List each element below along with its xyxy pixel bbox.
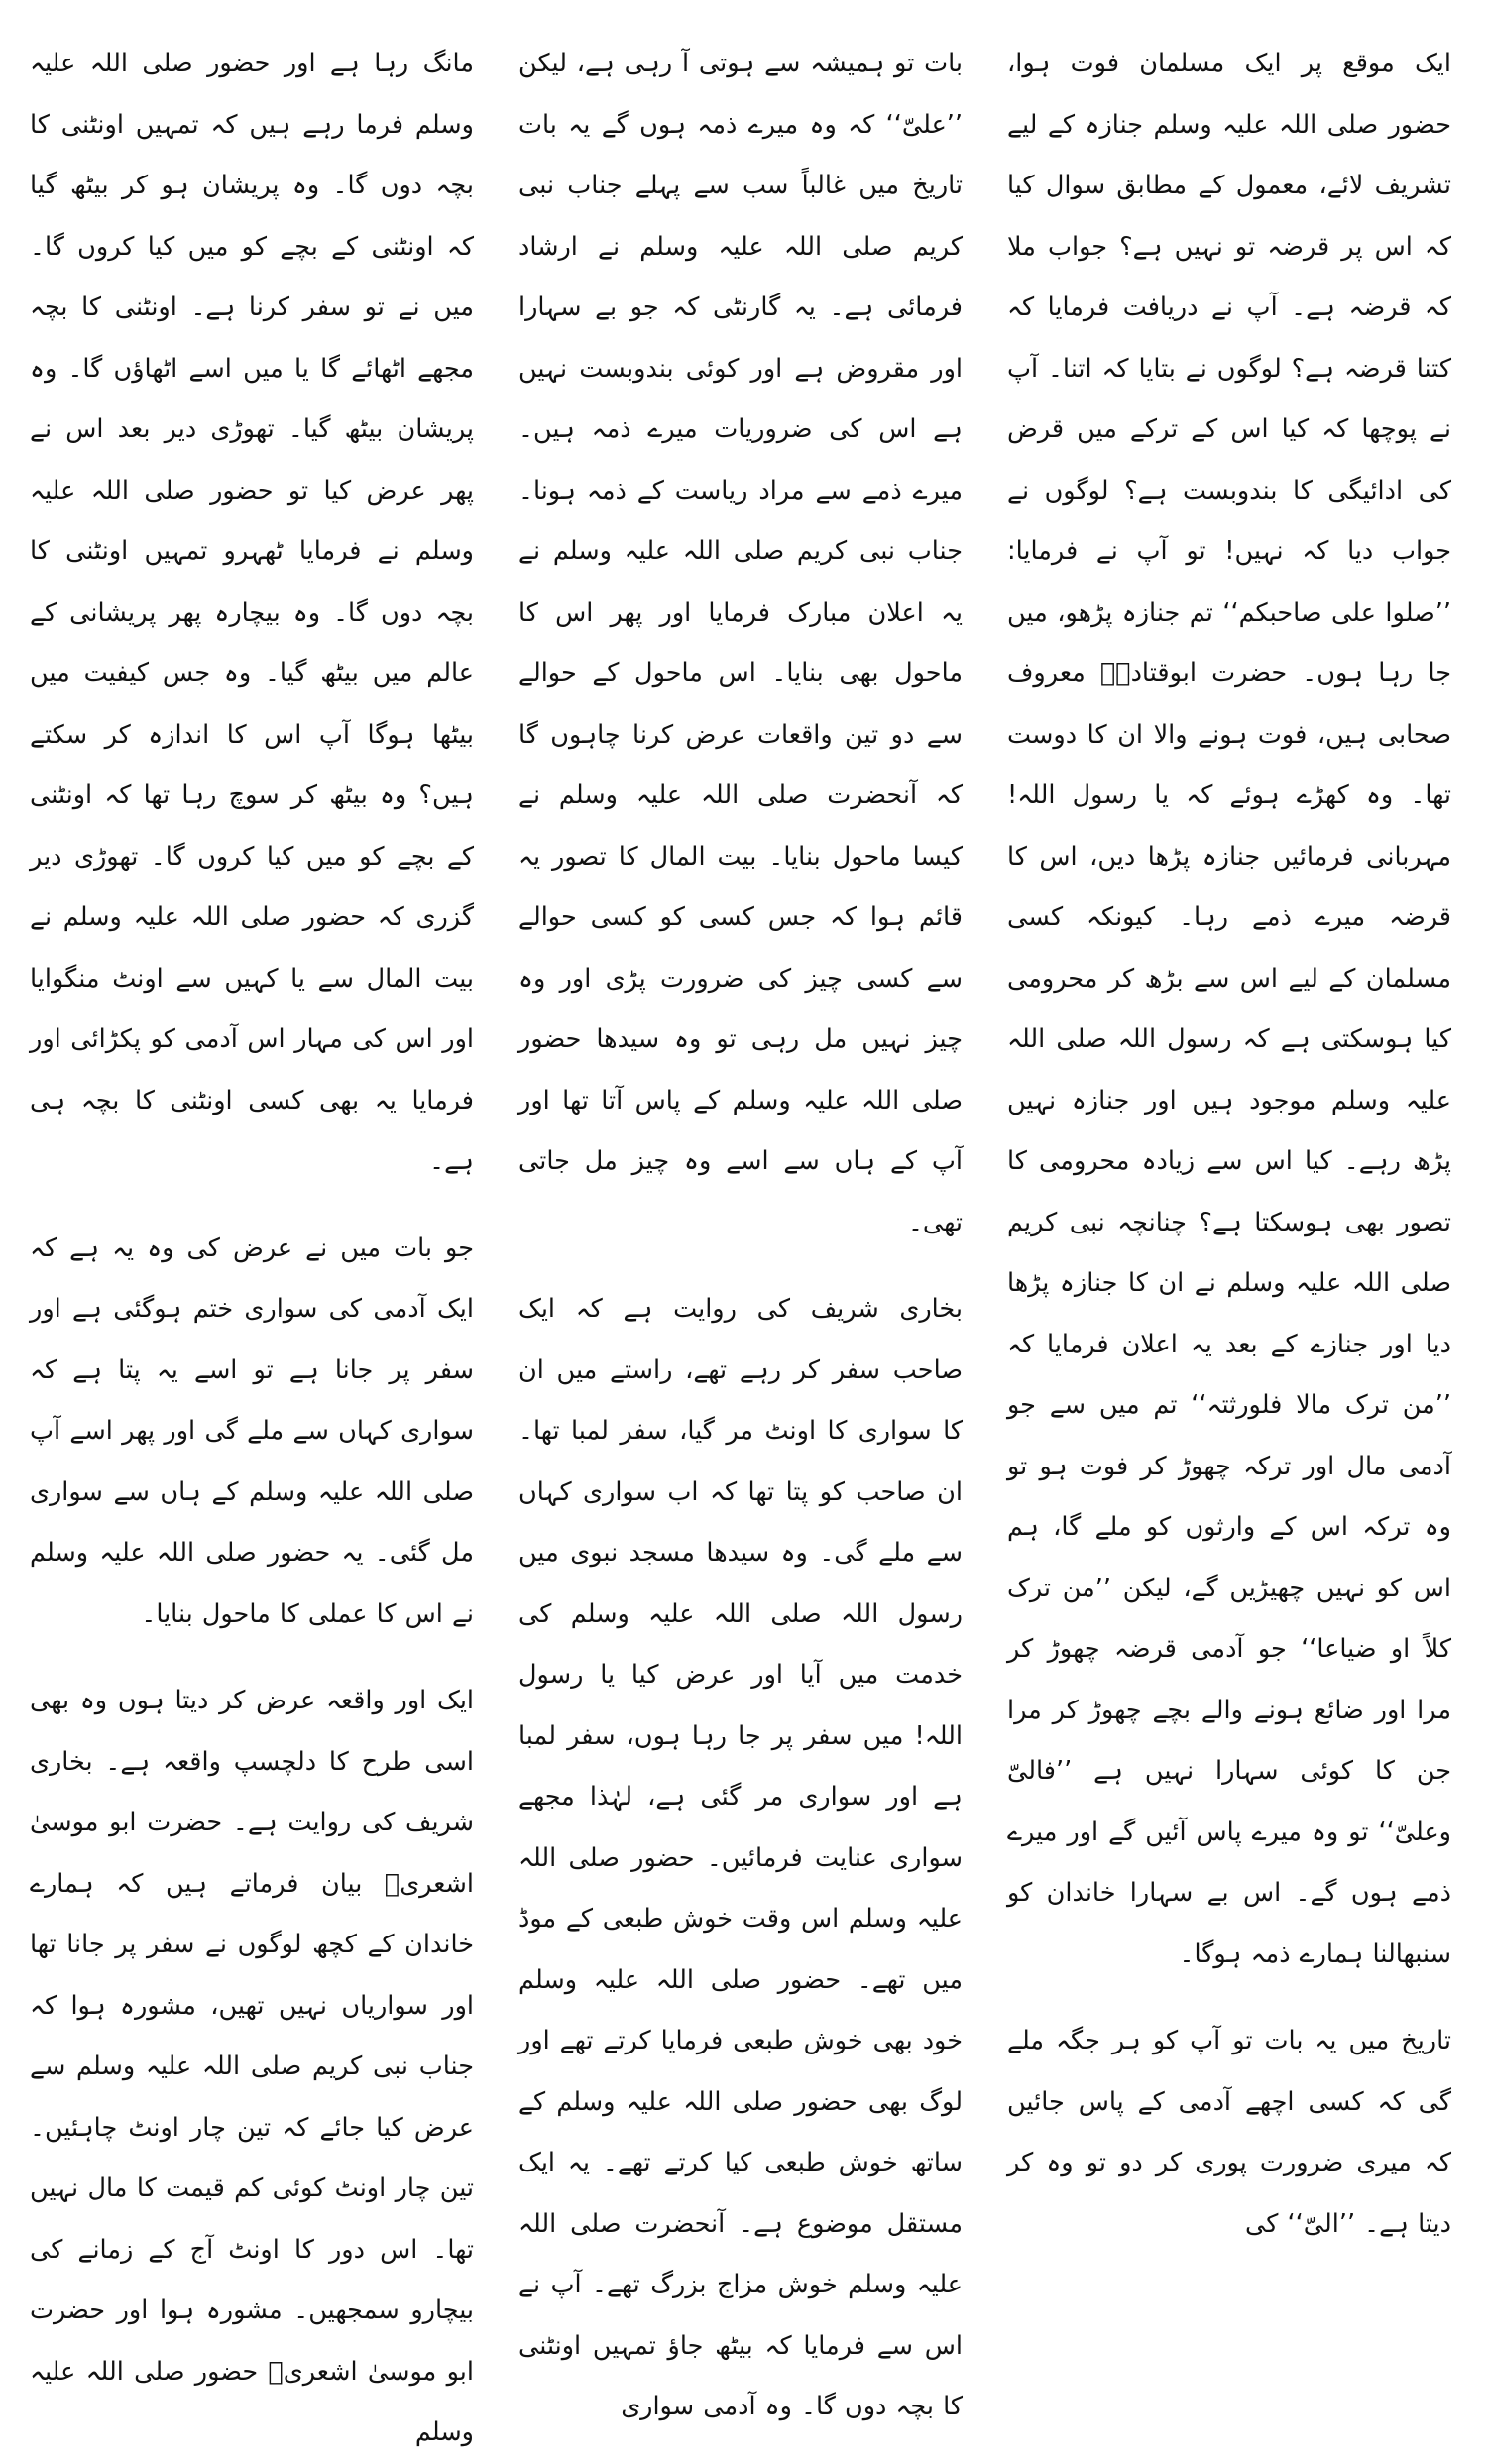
paragraph: جو بات میں نے عرض کی وہ یہ ہے کہ ایک آدمی کی سواری ختم ہوگئی ہے اور سفر پر جانا ہے تو اسے یہ پتا ہے کہ سواری کہاں سے ملے گی اور پھر اسے آپ صلی اللہ علیہ وسلم کے ہاں سے سواری مل گئی۔ یہ حضور صلی اللہ علیہ وسلم نے اس کا عملی کا ماحول بنایا۔ [30, 1232, 474, 1629]
paragraph: بخاری شریف کی روایت ہے کہ ایک صاحب سفر کر رہے تھے، راستے میں ان کا سواری کا اونٹ مر گیا، سفر لمبا تھا۔ ان صاحب کو پتا تھا کہ اب سواری کہاں سے ملے گی۔ وہ سیدھا مسجد نبوی میں رسول اللہ صلی اللہ علیہ وسلم کی خدمت میں آیا اور عرض کیا یا رسول اللہ! میں سفر پر جا رہا ہوں، سفر لمبا ہے اور سواری مر گئی ہے، لہٰذا مجھے سواری عنایت فرمائیں۔ حضور صلی اللہ علیہ وسلم اس وقت خوش طبعی کے موڈ میں تھے۔ حضور صلی اللہ علیہ وسلم خود بھی خوش طبعی فرمایا کرتے تھے اور لوگ بھی حضور صلی اللہ علیہ وسلم کے ساتھ خوش طبعی کیا کرتے تھے۔ یہ ایک مستقل موضوع ہے۔ آنحضرت صلی اللہ علیہ وسلم خوش مزاج بزرگ تھے۔ آپ نے اس سے فرمایا کہ بیٹھ جاؤ تمہیں اونٹنی کا بچہ دوں گا۔ وہ آدمی سواری [518, 1294, 963, 2421]
paragraph: بات تو ہمیشہ سے ہوتی آ رہی ہے، لیکن ’’علیّ‘‘ کہ وہ میرے ذمہ ہوں گے یہ بات تاریخ میں غالباً سب سے پہلے جناب نبی کریم صلی اللہ علیہ وسلم نے ارشاد فرمائی ہے۔ یہ گارنٹی کہ جو بے سہارا اور مقروض ہے اور کوئی بندوبست نہیں ہے اس کی ضروریات میرے ذمہ ہیں۔ میرے ذمے سے مراد ریاست کے ذمہ ہونا۔ جناب نبی کریم صلی اللہ علیہ وسلم نے یہ اعلان مبارک فرمایا اور پھر اس کا ماحول بھی بنایا۔ اس ماحول کے حوالے سے دو تین واقعات عرض کرنا چاہوں گا کہ آنحضرت صلی اللہ علیہ وسلم نے کیسا ماحول بنایا۔ بیت المال کا تصور یہ قائم ہوا کہ جس کسی کو کسی حوالے سے کسی چیز کی ضرورت پڑی اور وہ چیز نہیں مل رہی تو وہ سیدھا حضور صلی اللہ علیہ وسلم کے پاس آتا تھا اور آپ کے ہاں سے اسے وہ چیز مل جاتی تھی۔ [518, 49, 963, 1237]
paragraph: مانگ رہا ہے اور حضور صلی اللہ علیہ وسلم فرما رہے ہیں کہ تمہیں اونٹنی کا بچہ دوں گا۔ وہ پریشان ہو کر بیٹھ گیا کہ اونٹنی کے بچے کو میں کیا کروں گا۔ میں نے تو سفر کرنا ہے۔ اونٹنی کا بچہ مجھے اٹھائے گا یا میں اسے اٹھاؤں گا۔ وہ پریشان بیٹھ گیا۔ تھوڑی دیر بعد اس نے پھر عرض کیا تو حضور صلی اللہ علیہ وسلم نے فرمایا ٹھہرو تمہیں اونٹنی کا بچہ دوں گا۔ وہ بیچارہ پھر پریشانی کے عالم میں بیٹھ گیا۔ وہ جس کیفیت میں بیٹھا ہوگا آپ اس کا اندازہ کر سکتے ہیں؟ وہ بیٹھ کر سوچ رہا تھا کہ اونٹنی کے بچے کو میں کیا کروں گا۔ تھوڑی دیر گزری کہ حضور صلی اللہ علیہ وسلم نے بیت المال سے یا کہیں سے اونٹ منگوایا اور اس کی مہار اس آدمی کو پکڑائی اور فرمایا یہ بھی کسی اونٹنی کا بچہ ہی ہے۔ [30, 49, 474, 1176]
column-left [30, 34, 474, 2447]
paragraph: ایک موقع پر ایک مسلمان فوت ہوا، حضور صلی اللہ علیہ وسلم جنازہ کے لیے تشریف لائے، معمول کے مطابق سوال کیا کہ اس پر قرضہ تو نہیں ہے؟ جواب ملا کہ قرضہ ہے۔ آپ نے دریافت فرمایا کہ کتنا قرضہ ہے؟ لوگوں نے بتایا کہ اتنا۔ آپ نے پوچھا کہ کیا اس کے ترکے میں قرض کی ادائیگی کا بندوبست ہے؟ لوگوں نے جواب دیا کہ نہیں! تو آپ نے فرمایا: ’’صلوا علی صاحبکم‘‘ تم جنازہ پڑھو، میں جا رہا ہوں۔ حضرت ابوقتادہؓ معروف صحابی ہیں، فوت ہونے والا ان کا دوست تھا۔ وہ کھڑے ہوئے کہ یا رسول اللہ! مہربانی فرمائیں جنازہ پڑھا دیں، اس کا قرضہ میرے ذمے رہا۔ کیونکہ کسی مسلمان کے لیے اس سے بڑھ کر محرومی کیا ہوسکتی ہے کہ رسول اللہ صلی اللہ علیہ وسلم موجود ہیں اور جنازہ نہیں پڑھ رہے۔ کیا اس سے زیادہ محرومی کا تصور بھی ہوسکتا ہے؟ چنانچہ نبی کریم صلی اللہ علیہ وسلم نے ان کا جنازہ پڑھا دیا اور جنازے کے بعد یہ اعلان فرمایا کہ ’’من ترک مالا فلورثتہ‘‘ تم میں سے جو آدمی مال اور ترکہ چھوڑ کر فوت ہو تو وہ ترکہ اس کے وارثوں کو ملے گا، ہم اس کو نہیں چھیڑیں گے، لیکن ’’من ترک کلاً او ضیاعا‘‘ جو آدمی قرضہ چھوڑ کر مرا اور ضائع ہونے والے بچے چھوڑ کر مرا جن کا کوئی سہارا نہیں ہے ’’فالیّ وعلیّ‘‘ تو وہ میرے پاس آئیں گے اور میرے ذمے ہوں گے۔ اس بے سہارا خاندان کو سنبھالنا ہمارے ذمہ ہوگا۔ [1007, 49, 1451, 1969]
column-middle [518, 34, 963, 2421]
paragraph: ایک اور واقعہ عرض کر دیتا ہوں وہ بھی اسی طرح کا دلچسپ واقعہ ہے۔ بخاری شریف کی روایت ہے۔ حضرت ابو موسیٰ اشعریؓ بیان فرماتے ہیں کہ ہمارے خاندان کے کچھ لوگوں نے سفر پر جانا تھا اور سواریاں نہیں تھیں، مشورہ ہوا کہ جناب نبی کریم صلی اللہ علیہ وسلم سے عرض کیا جائے کہ تین چار اونٹ چاہئیں۔ تین چار اونٹ کوئی کم قیمت کا مال نہیں تھا۔ اس دور کا اونٹ آج کے زمانے کی بیچارو سمجھیں۔ مشورہ ہوا اور حضرت ابو موسیٰ اشعریؓ حضور صلی اللہ علیہ وسلم [30, 1686, 474, 2447]
column-right [1007, 34, 1451, 2239]
paragraph: تاریخ میں یہ بات تو آپ کو ہر جگہ ملے گی کہ کسی اچھے آدمی کے پاس جائیں کہ میری ضرورت پوری کر دو تو وہ کر دیتا ہے۔ ’’الیّ‘‘ کی [1007, 2026, 1451, 2239]
